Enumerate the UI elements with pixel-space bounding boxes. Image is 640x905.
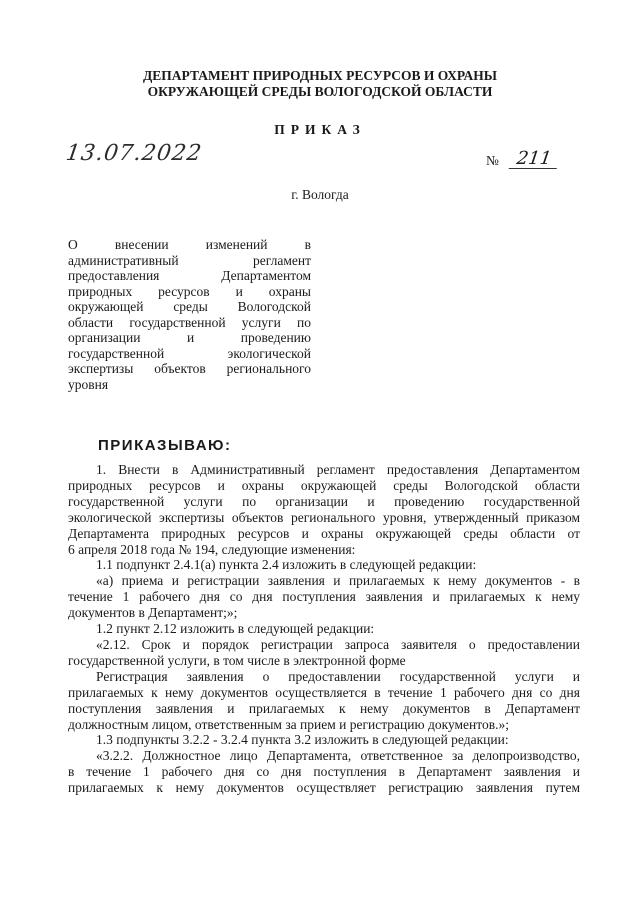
subject-line: уровня [68, 376, 109, 392]
body-line: поступления заявления и прилагаемых к нему документов в Департамент [68, 700, 580, 716]
body-line: 1.1 подпункт 2.4.1(а) пункта 2.4 изложить в следующей редакции: [96, 557, 477, 573]
subject-line: организации и проведению [68, 330, 311, 345]
body-line: государственной услуги, в том числе в электронной форме [68, 652, 406, 668]
order-body [68, 462, 580, 796]
department-name-line-2: ОКРУЖАЮЩЕЙ СРЕДЫ ВОЛОГОДСКОЙ ОБЛАСТИ [147, 84, 493, 99]
department-name-line-1: ДЕПАРТАМЕНТ ПРИРОДНЫХ РЕСУРСОВ И ОХРАНЫ [143, 68, 497, 83]
body-line: природных ресурсов и охраны окружающей среды Вологодской области [68, 477, 580, 493]
body-line: Регистрация заявления о предоставлении государственной услуги и [96, 668, 580, 684]
handwritten-number: 211 [509, 150, 560, 169]
body-line: государственной услуги по организации и проведению государственной [68, 493, 580, 509]
body-line: 1.2 пункт 2.12 изложить в следующей редакции: [96, 621, 375, 637]
body-line: 1.3 подпункты 3.2.2 - 3.2.4 пункта 3.2 изложить в следующей редакции: [96, 732, 509, 748]
body-line: течение 1 рабочего дня со дня поступления заявления и прилагаемых к нему [68, 589, 580, 605]
subject-line: административный регламент [68, 252, 311, 268]
document-type-title: ПРИКАЗ [274, 122, 366, 137]
body-line: документов в Департамент;»; [68, 605, 238, 621]
subject-line: государственной экологической [68, 345, 311, 361]
document-number [486, 150, 558, 169]
subject-line: О внесении изменений в [68, 237, 311, 252]
city-line: г. Вологда [291, 187, 349, 202]
body-line: «3.2.2. Должностное лицо Департамента, ответственное за делопроизводство, [96, 748, 580, 764]
handwritten-date: 13.07.2022 [64, 141, 204, 166]
body-line: прилагаемых к нему документов осуществляет регистрацию заявления путем [68, 780, 580, 796]
body-line: Департамента природных ресурсов и охраны окружающей среды области от [68, 525, 580, 541]
subject-line: окружающей среды Вологодской [68, 299, 311, 314]
body-line: должностным лицом, ответственным за прием и регистрацию документов.»; [68, 716, 509, 732]
body-line: прилагаемых к нему документов осуществляется в течение 1 рабочего дня со дня [68, 684, 580, 700]
department-name [0, 68, 640, 100]
body-line: «а) приема и регистрации заявления и прилагаемых к нему документов - в [96, 573, 580, 589]
order-word: ПРИКАЗЫВАЮ: [98, 437, 232, 454]
subject-line: области государственной услуги по [68, 314, 311, 330]
body-line: экологической экспертизы объектов регионального уровня, утвержденный приказом [68, 509, 580, 525]
body-line: в течение 1 рабочего дня со дня поступления в Департамент заявления и [68, 764, 580, 780]
body-line: 6 апреля 2018 года № 194, следующие изменения: [68, 541, 356, 557]
subject-line: экспертизы объектов регионального [68, 361, 311, 376]
number-sign: № [486, 153, 499, 168]
subject-line: природных ресурсов и охраны [68, 283, 311, 299]
body-line: 1. Внести в Административный регламент предоставления Департаментом [96, 462, 580, 477]
order-subject [68, 237, 311, 392]
subject-line: предоставления Департаментом [68, 268, 311, 283]
body-line: «2.12. Срок и порядок регистрации запроса заявителя о предоставлении [96, 636, 580, 652]
